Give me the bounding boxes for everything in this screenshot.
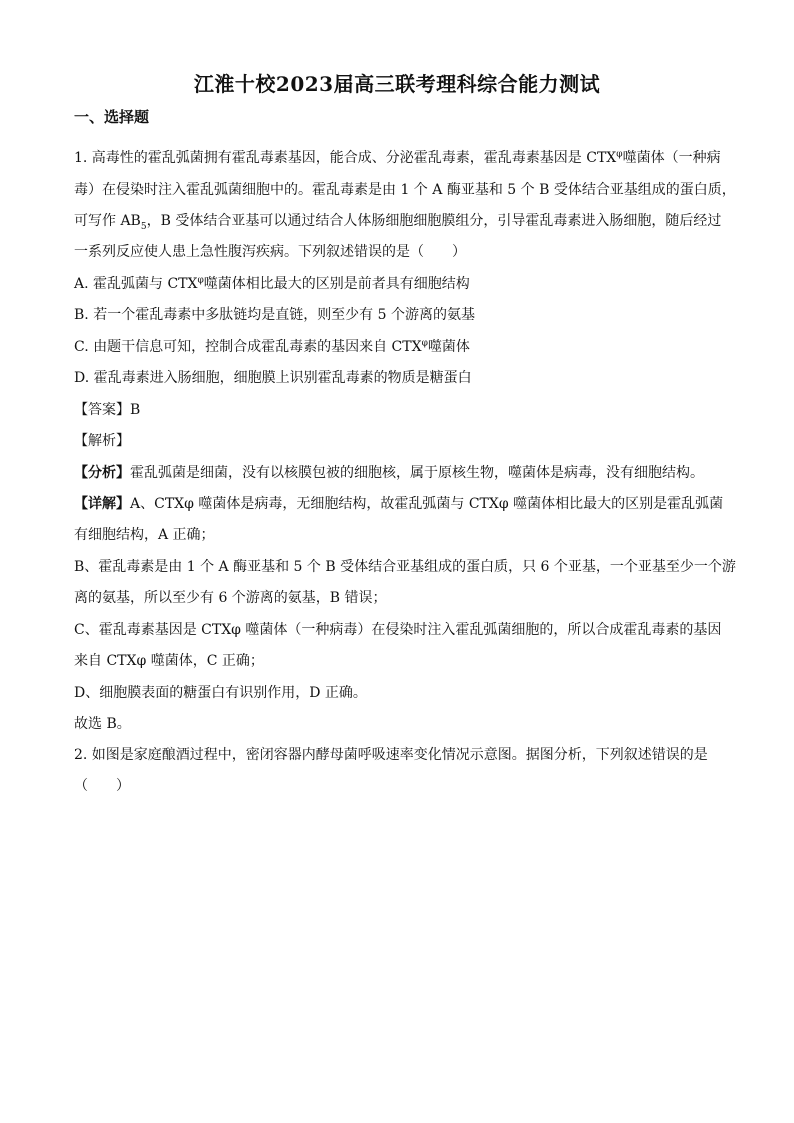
phi-superscript: φ: [197, 275, 204, 286]
document-title: 江淮十校2023届高三联考理科综合能力测试: [193, 72, 601, 96]
detail-c-line-2: 来自 CTXφ 噬菌体，C 正确；: [74, 653, 264, 669]
analysis-summary: [74, 463, 734, 483]
analysis-heading: 【解析】: [74, 433, 130, 449]
analysis-text: 霍乱弧菌是细菌，没有以核膜包被的细胞核，属于原核生物，噬菌体是病毒，没有细胞结构。: [130, 465, 704, 481]
q1-stem-text: 可写作 AB: [74, 213, 141, 229]
q2-stem-line-2: （ ）: [74, 778, 130, 794]
detail-text: A、CTXφ 噬菌体是病毒，无细胞结构，故霍乱弧菌与 CTXφ 噬菌体相比最大的区别是霍乱弧菌: [130, 496, 724, 512]
detail-b-line-1: B、霍乱毒素是由 1 个 A 酶亚基和 5 个 B 受体结合亚基组成的蛋白质，只 6 个亚基，一个亚基至少一个游: [74, 559, 736, 575]
q1-option-d: D. 霍乱毒素进入肠细胞，细胞膜上识别霍乱毒素的物质是糖蛋白: [74, 370, 472, 386]
q1-stem-text: 噬菌体（一种病: [622, 150, 721, 166]
answer-line: 【答案】B: [74, 402, 141, 418]
conclusion-line: 故选 B。: [74, 716, 131, 732]
q1-option-a: [74, 274, 734, 294]
q1-option-c: [74, 337, 734, 357]
detail-label: 【详解】: [74, 496, 130, 512]
option-text: 噬菌体相比最大的区别是前者具有细胞结构: [203, 276, 470, 292]
q1-stem-text: ，B 受体结合亚基可以通过结合人体肠细胞细胞膜组分，引导霍乱毒素进入肠细胞，随后经过: [146, 213, 722, 229]
detail-line-2: 有细胞结构，A 正确；: [74, 527, 215, 543]
option-text: C. 由题干信息可知，控制合成霍乱毒素的基因来自 CTX: [74, 339, 422, 355]
q1-stem-line-1: [74, 148, 734, 168]
q1-stem-line-2: 毒）在侵染时注入霍乱弧菌细胞中的。霍乱毒素是由 1 个 A 酶亚基和 5 个 B 受体结合亚基组成的蛋白质，: [74, 182, 736, 198]
section-heading: 一、选择题: [74, 108, 150, 126]
option-text: A. 霍乱弧菌与 CTX: [74, 276, 198, 292]
q1-option-b: B. 若一个霍乱毒素中多肽链均是直链，则至少有 5 个游离的氨基: [74, 307, 475, 323]
q1-stem-line-4: 一系列反应使人患上急性腹泻疾病。下列叙述错误的是（ ）: [74, 244, 466, 260]
detail-b-line-2: 离的氨基，所以至少有 6 个游离的氨基，B 错误；: [74, 590, 387, 606]
q1-stem-text: 1. 高毒性的霍乱弧菌拥有霍乱毒素基因，能合成、分泌霍乱毒素，霍乱毒素基因是 CTX: [74, 150, 617, 166]
subscript-5: 5: [140, 221, 147, 232]
detail-d-line: D、细胞膜表面的糖蛋白有识别作用，D 正确。: [74, 685, 367, 701]
detail-c-line-1: C、霍乱毒素基因是 CTXφ 噬菌体（一种病毒）在侵染时注入霍乱弧菌细胞的，所以合成霍乱毒素的基因: [74, 622, 722, 638]
phi-superscript: φ: [421, 338, 428, 349]
q2-stem-line-1: 2. 如图是家庭酿酒过程中，密闭容器内酵母菌呼吸速率变化情况示意图。据图分析，下列叙述错误的是: [74, 747, 708, 763]
option-text: 噬菌体: [427, 339, 470, 355]
detail-line-1: [74, 494, 734, 514]
phi-superscript: φ: [616, 149, 623, 160]
q1-stem-line-3: [74, 211, 734, 231]
analysis-label: 【分析】: [74, 465, 130, 481]
